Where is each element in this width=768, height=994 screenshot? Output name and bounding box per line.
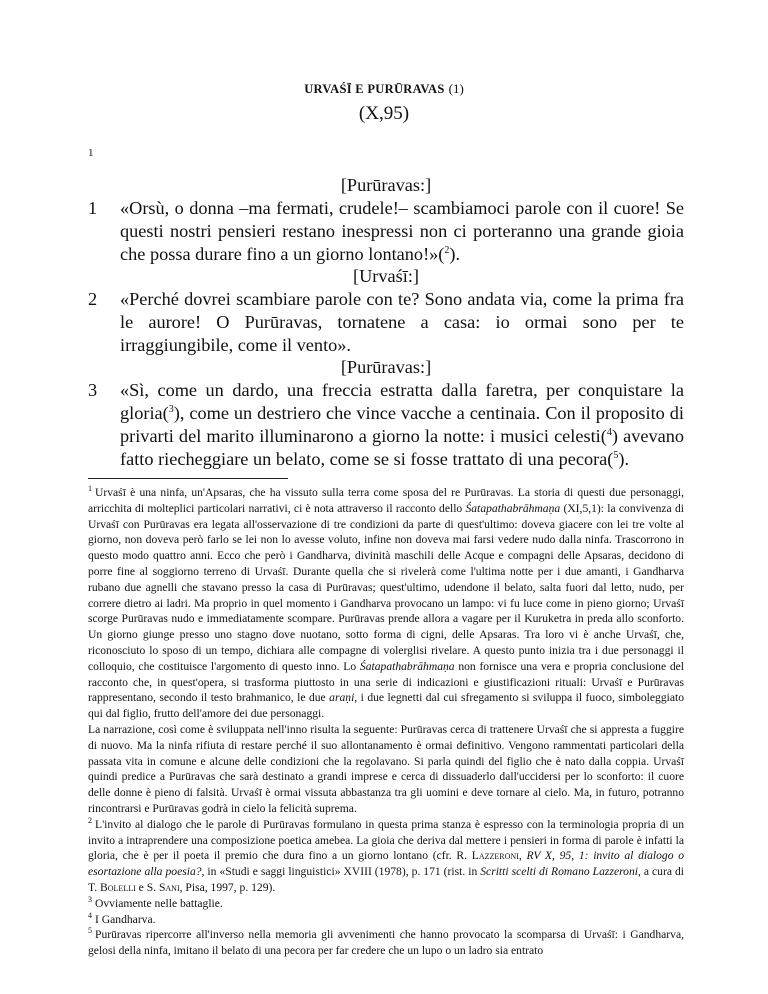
footnote-3: $^3$ Ovviamente nelle battaglie.	[88, 894, 223, 910]
footnote-number: 2	[88, 815, 92, 825]
footnote-separator	[88, 478, 288, 479]
stanza-1	[88, 174, 684, 266]
hymn-reference: (X,95)	[358, 103, 410, 124]
footnote-number: 5	[88, 926, 92, 936]
hymn-title	[0, 80, 768, 98]
stanza-2	[88, 265, 684, 357]
stanza-number: 3	[88, 380, 98, 400]
footnote-2: $^2$ L'invito al dialogo che le parole di Purūravas formulano in questa prima stanza è espresso con la terminologia propria di un invito a intraprendere una composizione poetica amebea. La gioia che deriva dal mettere i pensieri in forma di parole è infatti la gloria, che è per il poeta il premio che dura fino a un giorno lontano (cfr. R. Lazzeroni, RV X, 95, 1: invito al dialogo o esortazione alla poesia?, in «Studi e saggi linguistici» XVIII (1978), p. 171 (rist. in Scritti scelti di Romano Lazzeroni, a cura di T. Bolelli e S. Sani, Pisa, 1997, p. 129).	[88, 815, 685, 894]
stanza-text: «Sì, come un dardo, una freccia estratta dalla faretra, per conquistare la gloria($^3$), come un destriero che vince vacche a centinaia. Con il proposito di privarti del marito illuminarono a giorno la notte: i musici celesti($^4$) avevano fatto riecheggiare un belato, come se si fosse trattato di una pecora($^5$).	[120, 380, 684, 469]
stanza-speaker: [Purūravas:]	[340, 175, 432, 195]
footnote-1: $^1$ Urvaśī è una ninfa, un'Apsaras, che ha vissuto sulla terra come sposa del re Purūravas. La storia di questi due personaggi, arricchita di molteplici particolari narrativi, ci è nota attraverso il racconto dello Śatapathabrāhmaṇa (XI,5,1): la convivenza di Urvaśī con Purūravas era legata all'osservazione di tre condizioni da parte di quest'ultimo: doveva giacere con lei tre volte al giorno, non doveva però farlo se lei non lo avesse voluto, infine non doveva mai farsi vedere nudo dalla ninfa. Trascorrono in questo modo quattro anni. Ecco che però i Gandharva, divinità maschili delle Acque e compagni delle Apsaras, decidono di porre fine al soggiorno terreno di Urvaśī. Durante quella che si rivelerà come l'ultima notte per i due amanti, i Gandharva rubano due agnelli che stavano presso la casa di Purūravas; quest'ultimo, udendone il belato, salta fuori dal letto, nudo, per correre dietro ai ladri. Ma proprio in quel momento i Gandharva provocano un lampo: vi fu luce come in pieno giorno; Urvaśī scorge Purūravas nudo e immediatamente scompare. Purūravas prende allora a vagare per il Kuruketra in preda allo sconforto. Un giorno giunge presso uno stagno dove nuotano, sotto forma di cigni, delle Apsaras. Tra loro vi è anche Urvaśī, che, riconosciuto lo sposo di un tempo, dichiara alle compagne di volerglisi rivelare. A questo punto inizia tra i due personaggi il colloquio, che costituisce l'argomento di questo inno. Lo Śatapathabrāhmaṇa non fornisce una vera e propria conclusione del racconto che, in quest'opera, si trasforma piuttosto in una serie di indicazioni e giustificazioni rituali: Urvaśī e Purūravas rappresentano, secondo il testo brahmanico, le due araṇi, i due legnetti dal cui sfregamento si sviluppa il fuoco, simboleggiato qui dal figlio, frutto dell'amore dei due personaggi. La narrazione, così come è sviluppata nell'inno risulta la seguente: Purūravas cerca di trattenere Urvaśī che si appresta a fuggire di nuovo. Ma la ninfa rifiuta di restare perché il suo allontanamento è ormai definitivo. Vengono rammentati particolari della passata vita in comune e alcune delle condizioni che la regolavano. Si parla quindi del figlio che è nato dalla coppia. Urvaśī quindi predice a Purūravas che sarà destinato a grandi imprese e cerca di dissuaderlo dall'uccidersi per lo sconforto: il cuore delle donne è pieno di falsità. Urvaśī è ormai vissuta abbastanza tra gli uomini e deve tornare al cielo. Ma, in futuro, potranno rincontrarsi e Purūravas godrà in cielo la felicità suprema.	[88, 484, 684, 815]
footnote-ref: 5	[613, 449, 619, 461]
footnotes	[88, 485, 684, 959]
footnote-number: 1	[88, 484, 92, 494]
title-footnote-ref: (1)	[448, 81, 464, 96]
stanza-speaker: [Purūravas:]	[340, 357, 432, 377]
footnote-number: 3	[88, 894, 92, 904]
stanza-number: 1	[88, 198, 98, 218]
footnote-ref: 4	[606, 426, 612, 438]
stanza-speaker: [Urvaśī:]	[353, 266, 419, 286]
stanza-number: 2	[88, 289, 98, 309]
page-marker: 1	[88, 147, 94, 159]
footnote-5: $^5$ Purūravas ripercorre all'inverso nella memoria gli avvenimenti che hanno provocato la scomparsa di Urvaśī: i Gandharva, gelosi della ninfa, imitano il belato di una pecora per far credere che un lupo o un ladro sia entrato	[88, 926, 684, 958]
stanza-text: «Perché dovrei scambiare parole con te? Sono andata via, come la prima fra le aurore! O Purūravas, tornatene a casa: io ormai sono per te irraggiungibile, come il vento».	[120, 289, 684, 355]
footnote-number: 4	[88, 910, 92, 920]
footnote-4: $^4$ I Gandharva.	[88, 910, 156, 926]
stanza-text: «Orsù, o donna –ma fermati, crudele!– scambiamoci parole con il cuore! Se questi nostri pensieri restano inespressi non ci porteranno una grande gioia che possa durare fino a un giorno lontano!»($^2$).	[120, 198, 684, 264]
title-text: URVAŚĪ E PURŪRAVAS	[304, 82, 445, 96]
stanza-3	[88, 356, 684, 471]
footnote-1-paragraph-2: La narrazione, così come è sviluppata nell'inno risulta la seguente: Purūravas cerca di trattenere Urvaśī che si appresta a fuggire di nuovo. Ma la ninfa rifiuta di restare perché il suo allontanamento è ormai definitivo. Vengono rammentati particolari della passata vita in comune e alcune delle condizioni che la regolavano. Si parla quindi del figlio che è nato dalla coppia. Urvaśī quindi predice a Purūravas che sarà destinato a grandi imprese e cerca di dissuaderlo dall'uccidersi per lo sconforto: il cuore delle donne è pieno di falsità. Urvaśī è ormai vissuta abbastanza tra gli uomini e deve tornare al cielo. Ma, in futuro, potranno rincontrarsi e Purūravas godrà in cielo la felicità suprema.	[88, 722, 684, 815]
footnote-ref: 2	[444, 244, 450, 256]
footnote-ref: 3	[168, 403, 174, 415]
